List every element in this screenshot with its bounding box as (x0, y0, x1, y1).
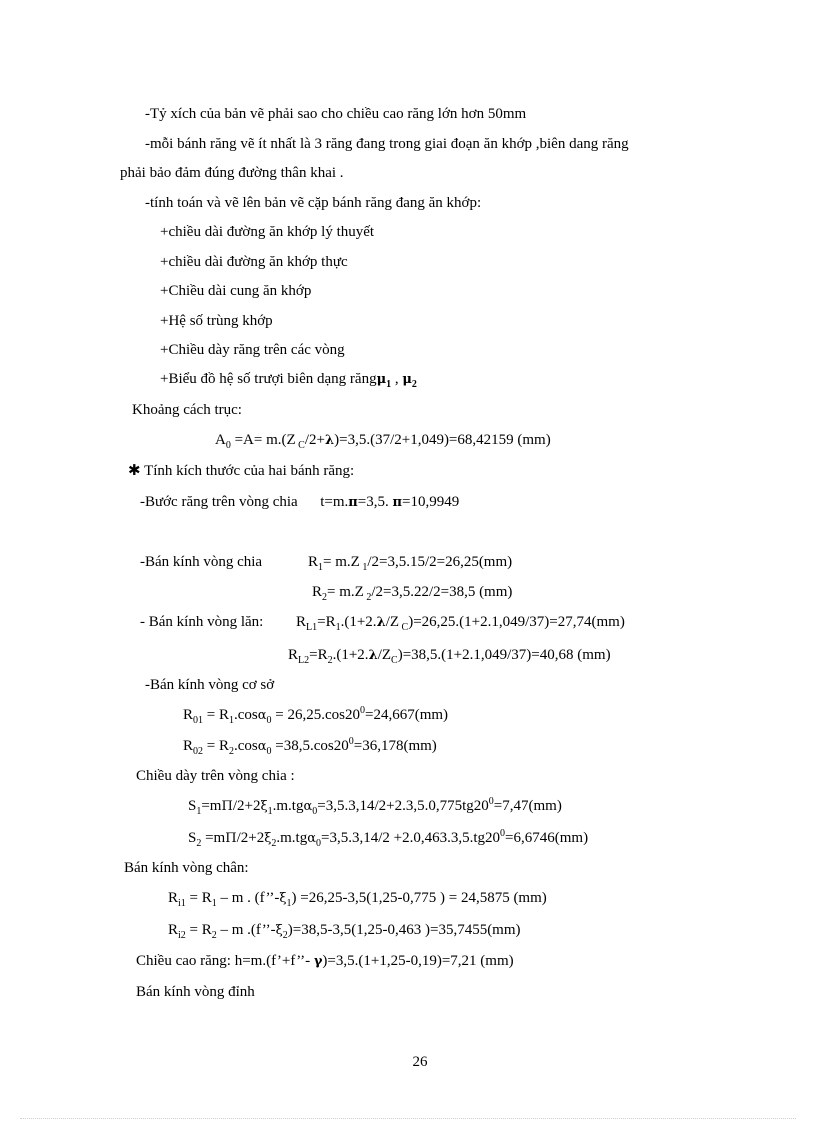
formula-r01: $R_{01} = R_1.\cos\alpha_0 = 26,25.\cos 20^0=24,667(mm)$ (183, 705, 449, 726)
label-pitch-radius: -Bán kính vòng chia (140, 554, 263, 570)
list-item-slip-chart: +Biểu đồ hệ số trượi biên dạng răngμ$_1$ , $\mu_2$ (160, 371, 417, 390)
formula-r1: $R_1= m.Z$ $_1$/2=3,5.15/2=26,25(mm) (308, 554, 513, 573)
formula-rl2: $R_{L2}=R_2.(1+2.\lambda/Z_C)=38,5.(1+2.1,049/37)=40,68$ (mm) (288, 647, 611, 666)
formula-s2: $S_2 =m\Pi/2+2\xi_2.m.tg\alpha_0=3,5.3,14/2 +2.0,463.3,5.tg20^0=6,6746(mm)$ (188, 828, 589, 849)
formula-r2: $R_2= m.Z$ $_2$/2=3,5.22/2=38,5 (mm) (312, 584, 513, 603)
formula-a0: $A_0 =A= m.(Z$ $_C$/2+λ)=3,5.(37/2+1,049)=68,42159 (mm) (215, 432, 551, 451)
label-base-radius: -Bán kính vòng cơ sở (145, 677, 275, 693)
list-item: +Chiều dài cung ăn khớp (160, 283, 312, 299)
asterisk-icon: ✱ (128, 463, 141, 479)
instruction-teeth-cont: phải bảo đảm đúng đường thân khai . (120, 165, 344, 181)
heading-tip-radius: Bán kính vòng đỉnh (136, 984, 255, 1000)
label-rolling-radius: - Bán kính vòng lăn: (140, 614, 264, 630)
instruction-teeth: -mỗi bánh răng vẽ ít nhất là 3 răng đang trong giai đoạn ăn khớp ,biên dang răng (145, 136, 629, 152)
instruction-scale: -Tỷ xích của bản vẽ phải sao cho chiều cao răng lớn hơn 50mm (145, 106, 527, 122)
heading-thickness: Chiều dày trên vòng chia : (136, 768, 295, 784)
page-number: 26 (412, 1054, 428, 1070)
instruction-calc: -tính toán và vẽ lên bản vẽ cặp bánh răng đang ăn khớp: (145, 195, 482, 211)
formula-rf2: $R_{i2} = R_2 - m$ $.(f’’-\xi_2)=38,5-3,5(1,25-0,463$ )=35,7455(mm) (168, 922, 521, 941)
list-item: +chiều dài đường ăn khớp lý thuyết (160, 224, 375, 240)
list-item: +chiều dài đường ăn khớp thực (160, 254, 348, 270)
page-bottom-divider (20, 1118, 796, 1119)
list-item: +Chiều dày răng trên các vòng (160, 342, 345, 358)
formula-s1: $S_1=m\Pi/2+2\xi_1.m.tg\alpha_0=3,5.3,14/2+2.3,5.0,775tg20^0=7,47(mm)$ (188, 796, 562, 817)
formula-rl1: $R_{L1}=R_1.(1+2.\lambda/Z$ $_C$)=26,25.(1+2.1,049/37)=27,74(mm) (296, 614, 625, 633)
formula-tooth-height: Chiều cao răng: h=m.(f’+f’’- γ)=3,5.(1+1,25-0,19)=7,21 (mm) (136, 953, 514, 969)
list-item: +Hệ số trùng khớp (160, 313, 273, 329)
formula-pitch: -Bước răng trên vòng chia t=m.π=3,5. π=10,9949 (140, 494, 460, 510)
heading-axis-distance: Khoảng cách trục: (132, 402, 242, 418)
heading-root-radius: Bán kính vòng chân: (124, 860, 249, 876)
formula-r02: $R_{02} = R_2.\cos\alpha_0 =38,5.\cos 20^0=36,178(mm)$ (183, 736, 437, 757)
heading-dimensions: ✱ Tính kích thước của hai bánh răng: (128, 463, 355, 479)
formula-rf1: $R_{i1} = R_1 - m$ . $(f’’-\xi_1) =26,25-3,5(1,25-0,775$ ) = 24,5875 (mm) (168, 890, 547, 909)
